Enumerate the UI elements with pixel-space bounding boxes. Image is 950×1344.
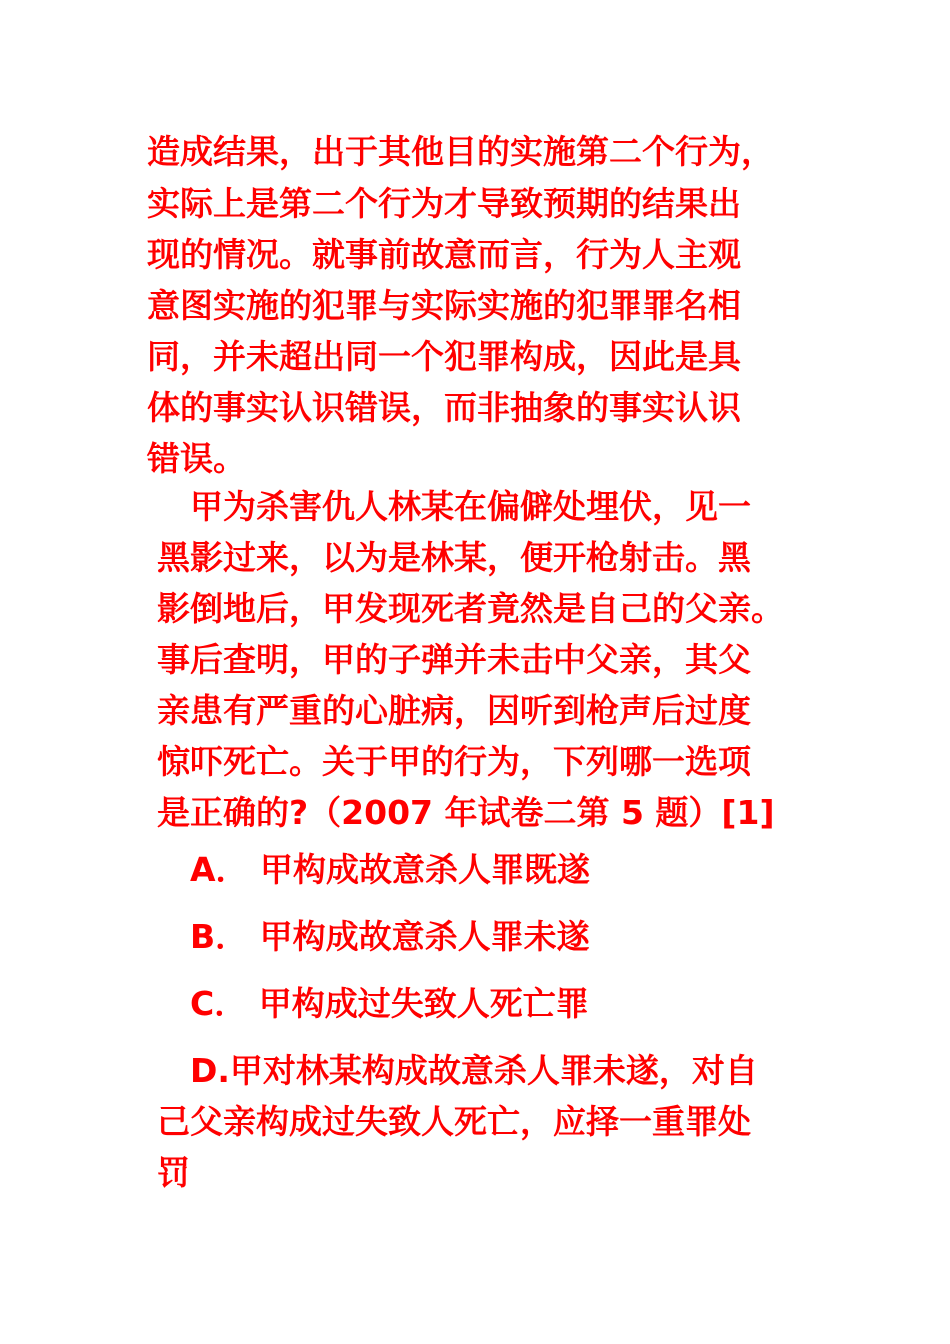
text-line: 亲患有严重的心脏病，因听到枪声后过度: [157, 691, 751, 730]
text-line: 是正确的?（2007 年试卷二第 5 题）[1]: [157, 793, 775, 832]
text-line: 体的事实认识错误，而非抽象的事实认识: [147, 388, 741, 427]
text-line: 甲为杀害仇人林某在偏僻处埋伏，见一: [190, 487, 751, 526]
option-d: D.甲对林某构成故意杀人罪未遂，对自: [190, 1051, 758, 1090]
text-line: 错误。: [147, 439, 246, 478]
text-line: 意图实施的犯罪与实际实施的犯罪罪名相: [147, 286, 741, 325]
option-a: A． 甲构成故意杀人罪既遂: [190, 850, 591, 889]
option-b: B． 甲构成故意杀人罪未遂: [190, 917, 590, 956]
text-line: 造成结果，出于其他目的实施第二个行为，: [147, 132, 774, 171]
text-line: 影倒地后，甲发现死者竟然是自己的父亲。: [157, 589, 784, 628]
text-line: 事后查明，甲的子弹并未击中父亲，其父: [157, 640, 751, 679]
text-line: 实际上是第二个行为才导致预期的结果出: [147, 184, 741, 223]
option-d-continued: 己父亲构成过失致人死亡，应择一重罪处: [157, 1102, 751, 1141]
option-d-continued: 罚: [157, 1153, 190, 1192]
text-line: 黑影过来，以为是林某，便开枪射击。黑: [157, 538, 751, 577]
text-line: 同，并未超出同一个犯罪构成，因此是具: [147, 337, 741, 376]
text-line: 惊吓死亡。关于甲的行为，下列哪一选项: [157, 742, 751, 781]
text-line: 现的情况。就事前故意而言，行为人主观: [147, 235, 741, 274]
option-c: C． 甲构成过失致人死亡罪: [190, 984, 589, 1023]
